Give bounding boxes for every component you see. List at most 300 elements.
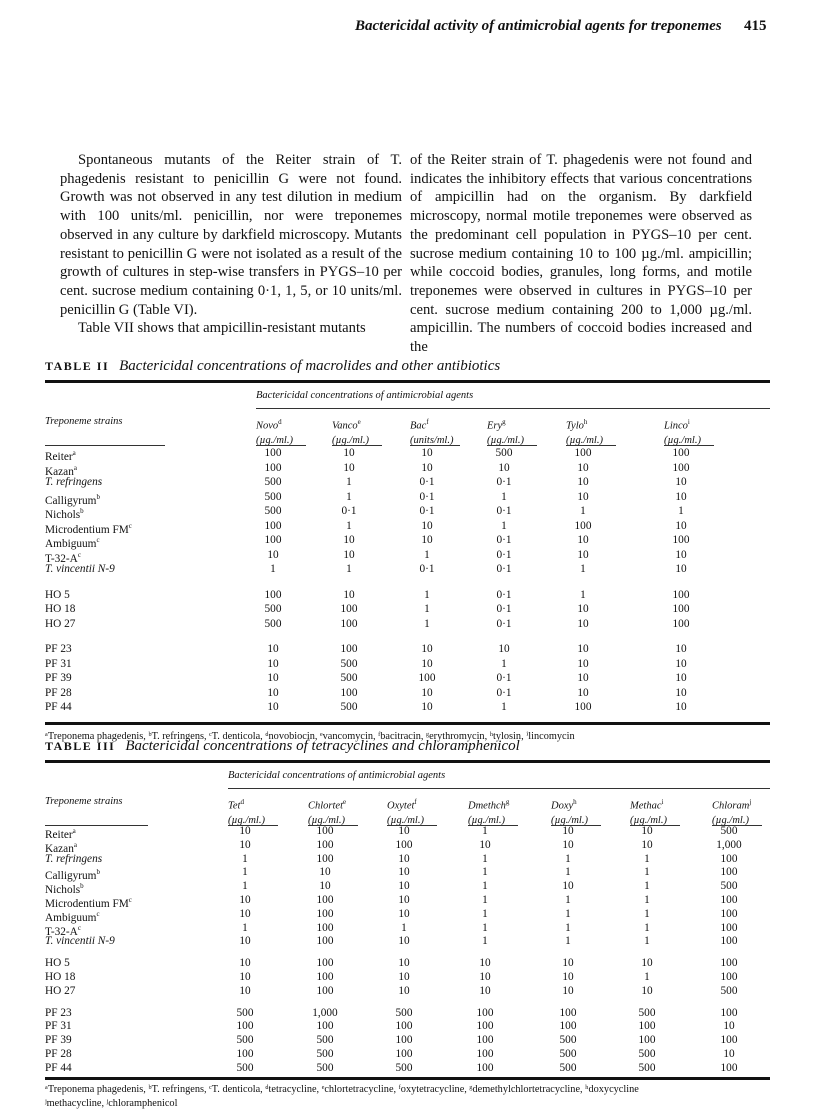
table2-strain-label: Ambiguum — [45, 537, 97, 550]
table2-strain-label: T. vincentii N-9 — [45, 563, 115, 575]
table2-value-cell: 0·1 — [419, 476, 435, 488]
table2-value-cell: 10 — [343, 447, 355, 459]
table2-value-cell: 10 — [675, 643, 687, 655]
table3-table-row — [45, 1047, 770, 1061]
table3-value-cell: 10 — [239, 825, 251, 837]
table3-column-footnote-mark: i — [661, 798, 664, 806]
table3-strain-label: Nichols — [45, 883, 81, 896]
table3-column-name: Chloram — [712, 800, 750, 812]
table3-value-cell: 100 — [638, 1034, 656, 1047]
table2-value-cell: 1 — [346, 490, 352, 503]
table2-strain-label: Calligyrum — [45, 494, 97, 507]
table3-value-cell: 100 — [316, 825, 334, 837]
paragraph: of the Reiter strain of T. phagedenis were not found and indicates the inhibitory effects that various concentrations of ampicillin had on the organism. By darkfield microscopy, normal motile treponemes were observed as the predominant cell population in PYGS–10 per cent. sucrose medium containing 10 to 100 µg./ml. ampicillin; while coccoid bodies, granules, long forms, and motile treponemes were observed in cultures in PYGS–10 per cent. sucrose medium containing 200 to 1,000 µg./ml. ampicillin. The numbers of coccoid bodies increased and the — [410, 152, 752, 356]
table3-value-cell: 100 — [720, 1034, 738, 1047]
page-number: 415 — [744, 18, 767, 34]
table2-column-name: Tylo — [566, 420, 584, 432]
table3-group-rule — [228, 788, 770, 789]
table2-column-name: Novo — [256, 420, 279, 432]
table3-value-cell: 10 — [239, 984, 251, 997]
table3-value-cell: 500 — [236, 1061, 254, 1074]
table3-value-cell: 10 — [562, 957, 574, 970]
table2-value-cell: 10 — [577, 603, 589, 615]
table2-column-footnote-mark: g — [502, 418, 506, 426]
table3-table-row — [45, 879, 770, 896]
table3-value-cell: 1 — [644, 852, 650, 865]
table3-value-cell: 10 — [398, 825, 410, 837]
table2-group-rule — [256, 408, 770, 409]
table2-value-cell: 10 — [675, 490, 687, 503]
table3-value-cell: 500 — [236, 1034, 254, 1047]
table2-table-row — [45, 490, 770, 507]
table2-value-cell: 10 — [498, 461, 510, 474]
table2-value-cell: 10 — [267, 643, 279, 655]
table3-value-cell: 500 — [720, 880, 738, 893]
table3-value-cell: 100 — [476, 1048, 494, 1060]
table2-value-cell: 1 — [424, 617, 430, 630]
table2-column-footnote-mark: d — [278, 418, 282, 426]
table2-value-cell: 1 — [501, 657, 507, 670]
table3-value-cell: 500 — [559, 1034, 577, 1047]
table2-value-cell: 1 — [424, 548, 430, 561]
table3-value-cell: 10 — [641, 957, 653, 970]
table3-strain-name — [45, 956, 70, 970]
table2-table-row — [45, 519, 770, 536]
table2-value-cell: 100 — [340, 643, 358, 655]
table2-column-unit: (µg./ml.) — [566, 434, 603, 446]
table3-value-cell: 10 — [479, 971, 491, 983]
table3-value-cell: 500 — [395, 1006, 413, 1019]
table3-value-cell: 1 — [482, 907, 488, 920]
table2-value-cell: 10 — [267, 548, 279, 561]
table3-strain-name — [45, 1019, 72, 1033]
table2-table-row — [45, 642, 770, 656]
table3-strain-name — [45, 852, 102, 866]
table2-value-cell: 10 — [421, 701, 433, 713]
table3-title — [45, 738, 520, 755]
table3-strain-label: Reiter — [45, 828, 73, 841]
table3-column-unit: (µg./ml.) — [308, 814, 345, 826]
table3-column-name: Methac — [630, 800, 662, 812]
table3-value-cell: 500 — [559, 1048, 577, 1060]
table2-strain-footnote-mark: c — [77, 550, 81, 559]
table2-group-header: Bactericidal concentrations of antimicrobial agents — [256, 390, 474, 401]
table2-strain-name — [45, 617, 75, 631]
table2-value-cell: 1 — [424, 588, 430, 601]
table3-value-cell: 10 — [562, 825, 574, 837]
table3-value-cell: 100 — [476, 1006, 494, 1019]
table3-column-footnote-mark: g — [505, 798, 510, 806]
table2-column-header — [487, 415, 524, 448]
table3-value-cell: 100 — [720, 907, 738, 920]
table2-strain-label: HO 5 — [45, 588, 70, 601]
table2-table-row — [45, 562, 770, 576]
table3-value-cell: 1 — [644, 921, 650, 934]
table3-value-cell: 100 — [316, 852, 334, 865]
table3-value-cell: 10 — [239, 907, 251, 920]
table2-value-cell: 0·1 — [419, 490, 435, 503]
table3-value-cell: 500 — [236, 1006, 254, 1019]
running-title: Bactericidal activity of antimicrobial agents for treponemes — [355, 18, 722, 34]
table2-table-row — [45, 657, 770, 671]
table3-value-cell: 10 — [723, 1020, 735, 1033]
table2-value-cell: 1 — [580, 588, 586, 601]
table2-value-cell: 10 — [675, 672, 687, 684]
paragraph: Table VII shows that ampicillin-resistant mutants — [78, 320, 366, 337]
table3-strain-name — [45, 1033, 72, 1047]
table3-value-cell: 10 — [479, 838, 491, 851]
table3-strain-name — [45, 1047, 72, 1061]
table3-column-unit: (µg./ml.) — [712, 814, 749, 826]
table3-strain-name — [45, 1061, 72, 1075]
table3-strain-footnote-mark: a — [72, 827, 76, 835]
table2-column-header — [332, 415, 369, 448]
table3-table-row — [45, 907, 770, 924]
table2-strain-name — [45, 562, 115, 576]
table3-value-cell: 1 — [482, 880, 488, 893]
table2-value-cell: 500 — [340, 672, 358, 684]
table2-value-cell: 10 — [577, 476, 589, 488]
table3-value-cell: 10 — [239, 894, 251, 906]
table2-table-row — [45, 671, 770, 685]
table2-value-cell: 10 — [675, 563, 687, 575]
table3-column-unit: (µg./ml.) — [551, 814, 588, 826]
table2-value-cell: 1 — [501, 519, 507, 532]
table2-strain-name — [45, 700, 72, 714]
table3-value-cell: 10 — [641, 838, 653, 851]
table2-value-cell: 1 — [424, 603, 430, 615]
table2-value-cell: 10 — [267, 672, 279, 684]
table3-value-cell: 100 — [236, 1048, 254, 1060]
table2-strain-label: PF 28 — [45, 686, 72, 699]
table3-column-header — [712, 795, 751, 828]
table2-strain-label: Reiter — [45, 450, 73, 463]
table2-title — [45, 358, 500, 375]
table2-value-cell: 10 — [675, 657, 687, 670]
table3-column-header — [630, 795, 667, 828]
table2-strain-name — [45, 671, 72, 685]
table2-column-name: Linco — [664, 420, 688, 432]
table3-strain-footnote-mark: c — [96, 909, 100, 918]
table2-table-row — [45, 446, 770, 463]
table2-value-cell: 100 — [672, 447, 690, 459]
table3-value-cell: 10 — [398, 880, 410, 893]
table3-footnote-line1: ᵃTreponema phagedenis, ᵇT. refringens, ᶜT. denticola, ᵈtetracycline, ᵉchlortetracycline, ᶠoxytetracycline, ᵍdemethylchlortetracycline, ʰdoxycycline — [45, 1084, 639, 1095]
table3-table-row — [45, 1061, 770, 1075]
table3-value-cell: 10 — [479, 957, 491, 970]
table3-value-cell: 10 — [398, 971, 410, 983]
table3-column-footnote-mark: h — [573, 798, 577, 806]
table3-strain-label: T-32-A — [45, 925, 78, 938]
table3-value-cell: 100 — [316, 838, 334, 851]
table3-value-cell: 1 — [482, 935, 488, 948]
table2-value-cell: 500 — [264, 476, 282, 488]
table2-value-cell: 10 — [343, 588, 355, 601]
table3-column-unit: (µg./ml.) — [228, 814, 265, 826]
table2-value-cell: 0·1 — [341, 505, 357, 517]
table3-value-cell: 100 — [476, 1034, 494, 1047]
body-column-left — [60, 151, 402, 338]
table3-value-cell: 100 — [395, 1020, 413, 1033]
table3-value-cell: 100 — [720, 935, 738, 948]
table2-strain-footnote-mark: a — [72, 449, 76, 457]
table3-value-cell: 500 — [559, 1061, 577, 1074]
table3-value-cell: 500 — [395, 1061, 413, 1074]
table2-value-cell: 100 — [340, 686, 358, 699]
table3-table-row — [45, 838, 770, 855]
table2-strain-label: Nichols — [45, 508, 81, 521]
table2-table-row — [45, 548, 770, 565]
table3-value-cell: 10 — [239, 838, 251, 851]
table2-value-cell: 100 — [340, 603, 358, 615]
table2-strain-name — [45, 657, 72, 671]
table2-value-cell: 1 — [501, 490, 507, 503]
table2-column-name: Vanco — [332, 420, 358, 432]
table2-value-cell: 10 — [498, 643, 510, 655]
table2-strain-name — [45, 588, 70, 602]
table3-value-cell: 1 — [242, 921, 248, 934]
table3-table-row — [45, 921, 770, 938]
table2-value-cell: 0·1 — [496, 686, 512, 699]
table2-value-cell: 1 — [346, 563, 352, 575]
table3-label: TABLE III — [45, 739, 116, 753]
table2-column-footnote-mark: h — [583, 418, 588, 426]
table2-column-unit: (µg./ml.) — [487, 434, 524, 446]
table3-strain-label: PF 44 — [45, 1061, 72, 1074]
table2-column-name: Bac — [410, 420, 427, 432]
table3-column-name: Doxy — [551, 800, 574, 812]
table3-strain-label: T. vincentii N-9 — [45, 935, 115, 948]
table3-column-footnote-mark: e — [343, 798, 347, 806]
table2-value-cell: 0·1 — [496, 672, 512, 684]
table3-value-cell: 100 — [476, 1020, 494, 1033]
table2-value-cell: 10 — [577, 461, 589, 474]
table3-value-cell: 100 — [236, 1020, 254, 1033]
table3-table-row — [45, 934, 770, 948]
table3-value-cell: 500 — [316, 1034, 334, 1047]
table2-label: TABLE II — [45, 359, 110, 373]
table2-column-header — [410, 415, 453, 448]
table3-group-header: Bactericidal concentrations of antimicrobial agents — [228, 770, 446, 781]
table3-value-cell: 1 — [565, 894, 571, 906]
table2-table-row — [45, 588, 770, 602]
table2-value-cell: 100 — [574, 447, 592, 459]
table2-strain-label: PF 44 — [45, 701, 72, 713]
table2-strain-name — [45, 475, 102, 489]
table2-value-cell: 10 — [675, 519, 687, 532]
table2-column-footnote-mark: f — [426, 418, 429, 426]
table3-column-footnote-mark: f — [414, 798, 417, 806]
table3-strain-name — [45, 1006, 72, 1020]
table2-value-cell: 100 — [672, 534, 690, 546]
table3-value-cell: 100 — [720, 957, 738, 970]
table2-strain-footnote-mark: c — [96, 536, 100, 544]
table2-value-cell: 10 — [267, 657, 279, 670]
table3-value-cell: 1 — [401, 921, 407, 934]
table3-value-cell: 10 — [723, 1048, 735, 1060]
table2 — [45, 384, 770, 720]
table3-value-cell: 100 — [316, 921, 334, 934]
table3-column-footnote-mark: d — [240, 798, 244, 806]
table2-table-row — [45, 617, 770, 631]
table2-value-cell: 0·1 — [496, 476, 512, 488]
table2-table-row — [45, 461, 770, 478]
table2-strain-name — [45, 642, 72, 656]
table2-value-cell: 100 — [574, 701, 592, 713]
table3-column-unit: (µg./ml.) — [387, 814, 424, 826]
table3-value-cell: 500 — [720, 984, 738, 997]
table3-value-cell: 100 — [395, 1034, 413, 1047]
table3-value-cell: 100 — [638, 1020, 656, 1033]
table3-strain-footnote-mark: c — [128, 896, 132, 904]
table2-footnote: ᵃTreponema phagedenis, ᵇT. refringens, ᶜT. denticola, ᵈnovobiocin, ᵉvancomycin, ᶠbacitracin, ᵍerythromycin, ʰtylosin, ⁱlincomycin — [45, 731, 575, 742]
table2-value-cell: 10 — [343, 548, 355, 561]
table3-table-row — [45, 1019, 770, 1033]
table3-strain-footnote-mark: b — [96, 868, 100, 877]
table3-strain-header: Treponeme strains — [45, 796, 123, 807]
table2-strain-label: Microdentium FM — [45, 523, 129, 536]
table2-value-cell: 100 — [264, 447, 282, 459]
table2-table-row — [45, 602, 770, 616]
table3-value-cell: 10 — [319, 866, 331, 879]
table3-column-unit: (µg./ml.) — [630, 814, 667, 826]
table3-value-cell: 1 — [565, 852, 571, 865]
table3-value-cell: 10 — [398, 866, 410, 879]
table2-value-cell: 1 — [270, 563, 276, 575]
table2-value-cell: 10 — [577, 490, 589, 503]
table2-value-cell: 100 — [340, 617, 358, 630]
table2-table-row — [45, 700, 770, 714]
table3-column-header — [468, 795, 509, 828]
table3-value-cell: 100 — [720, 1006, 738, 1019]
table3-value-cell: 10 — [562, 838, 574, 851]
table2-value-cell: 10 — [421, 447, 433, 459]
table3-value-cell: 1 — [644, 907, 650, 920]
table2-value-cell: 10 — [577, 534, 589, 546]
table3-value-cell: 100 — [559, 1020, 577, 1033]
table3-value-cell: 10 — [239, 957, 251, 970]
table2-value-cell: 10 — [675, 476, 687, 488]
table2-strain-label: PF 31 — [45, 657, 72, 670]
table3-value-cell: 500 — [316, 1061, 334, 1074]
table2-table-row — [45, 533, 770, 550]
table3-column-header — [387, 795, 424, 828]
table3-value-cell: 1 — [565, 907, 571, 920]
table3 — [45, 764, 770, 1076]
table2-column-header — [256, 415, 293, 448]
table2-table-row — [45, 475, 770, 489]
table3-table-row — [45, 865, 770, 883]
table2-column-footnote-mark: i — [687, 418, 690, 426]
table3-value-cell: 10 — [398, 852, 410, 865]
table2-strain-label: PF 39 — [45, 672, 72, 684]
table2-value-cell: 10 — [267, 686, 279, 699]
table3-value-cell: 1 — [482, 866, 488, 879]
table3-strain-label: HO 18 — [45, 971, 76, 983]
table3-value-cell: 500 — [720, 825, 738, 837]
table2-bottom-rule — [45, 722, 770, 725]
table3-value-cell: 100 — [316, 1020, 334, 1033]
table3-column-name: Tet — [228, 800, 241, 812]
table2-value-cell: 10 — [675, 701, 687, 713]
table2-value-cell: 500 — [340, 657, 358, 670]
table2-value-cell: 10 — [267, 701, 279, 713]
table2-value-cell: 10 — [343, 534, 355, 546]
table2-value-cell: 0·1 — [419, 505, 435, 517]
table2-value-cell: 10 — [577, 686, 589, 699]
table2-strain-footnote-mark: a — [73, 463, 77, 472]
table3-value-cell: 10 — [239, 971, 251, 983]
table3-value-cell: 10 — [562, 971, 574, 983]
table2-value-cell: 1 — [580, 563, 586, 575]
table2-strain-label: HO 27 — [45, 617, 76, 630]
table2-strain-name — [45, 602, 75, 616]
table3-value-cell: 100 — [316, 957, 334, 970]
table3-value-cell: 10 — [562, 984, 574, 997]
table3-value-cell: 500 — [638, 1061, 656, 1074]
table2-value-cell: 100 — [672, 588, 690, 601]
table3-table-row — [45, 1033, 770, 1047]
table2-value-cell: 500 — [264, 617, 282, 630]
table3-value-cell: 100 — [316, 971, 334, 983]
table2-column-unit: (µg./ml.) — [256, 434, 293, 446]
table2-value-cell: 500 — [264, 490, 282, 503]
table3-value-cell: 1,000 — [312, 1006, 338, 1019]
table3-value-cell: 10 — [398, 894, 410, 906]
table3-strain-label: Microdentium FM — [45, 897, 129, 910]
table3-value-cell: 100 — [720, 894, 738, 906]
table3-value-cell: 1 — [242, 852, 248, 865]
table2-value-cell: 10 — [577, 617, 589, 630]
table2-value-cell: 10 — [577, 657, 589, 670]
table2-column-unit: (µg./ml.) — [664, 434, 701, 446]
table3-value-cell: 10 — [641, 984, 653, 997]
table3-value-cell: 1 — [644, 866, 650, 879]
table3-column-name: Oxytet — [387, 800, 415, 812]
table3-table-row — [45, 984, 770, 998]
table2-column-name: Ery — [487, 420, 503, 432]
table2-value-cell: 0·1 — [496, 505, 512, 517]
table3-strain-label: HO 27 — [45, 984, 76, 997]
table2-value-cell: 0·1 — [419, 563, 435, 575]
table2-value-cell: 10 — [675, 548, 687, 561]
table3-table-row — [45, 893, 770, 910]
table3-strain-label: PF 28 — [45, 1048, 72, 1060]
table2-value-cell: 0·1 — [496, 617, 512, 630]
table2-column-header — [664, 415, 701, 448]
table2-column-header — [566, 415, 603, 448]
table2-value-cell: 10 — [421, 643, 433, 655]
table3-strain-label: PF 23 — [45, 1006, 72, 1019]
table3-value-cell: 1 — [644, 880, 650, 893]
table3-value-cell: 1 — [242, 866, 248, 879]
table2-value-cell: 0·1 — [496, 534, 512, 546]
table3-value-cell: 1 — [482, 852, 488, 865]
table3-value-cell: 100 — [720, 1061, 738, 1074]
table3-strain-footnote-mark: c — [77, 923, 81, 932]
table2-top-rule — [45, 380, 770, 383]
table3-strain-label: HO 5 — [45, 957, 70, 970]
table3-strain-name — [45, 934, 115, 948]
table3-strain-label: Ambiguum — [45, 911, 97, 924]
table2-value-cell: 100 — [264, 519, 282, 532]
table3-value-cell: 10 — [398, 935, 410, 948]
table2-value-cell: 1 — [580, 505, 586, 517]
table3-value-cell: 500 — [316, 1048, 334, 1060]
table3-strain-footnote-mark: a — [73, 840, 77, 849]
table3-value-cell: 100 — [316, 984, 334, 997]
table2-value-cell: 10 — [421, 461, 433, 474]
